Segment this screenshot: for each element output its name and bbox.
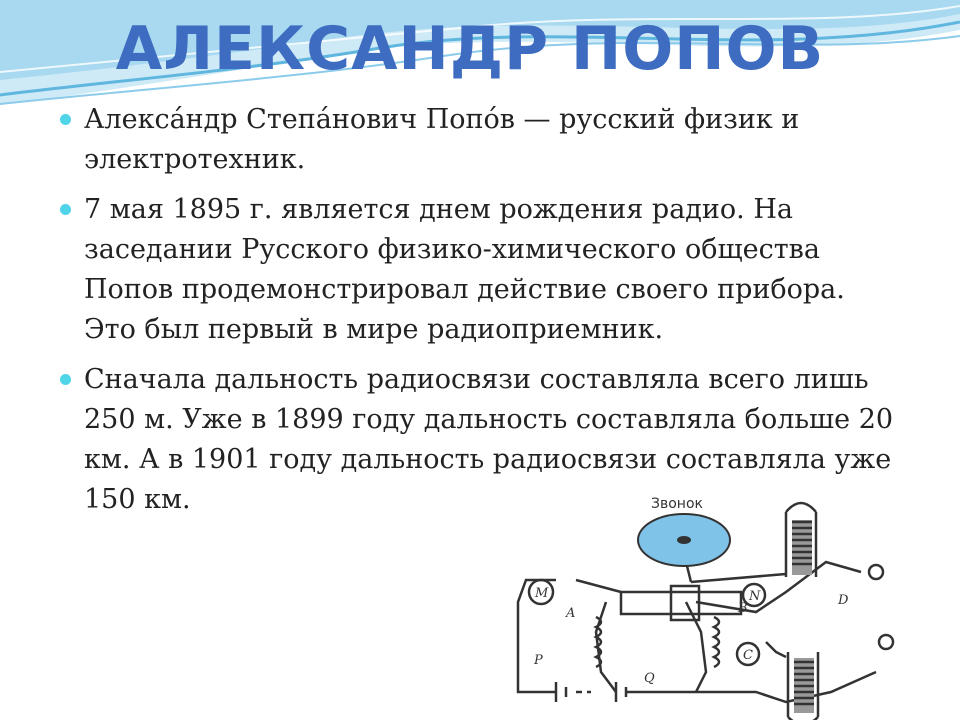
slide-title: АЛЕКСАНДР ПОПОВ [115, 14, 825, 84]
diagram-label-n: N [749, 589, 761, 604]
diagram-label-c: C [743, 648, 753, 663]
bullet-dot-icon [60, 374, 71, 385]
diagram-label-m: M [535, 586, 549, 601]
diagram-label-q: Q [644, 671, 655, 686]
bullet-text: 7 мая 1895 г. является днем рождения радио. На заседании Русского физико-химического общества Попов продемонстрировал действие своего прибора. Это был первый в мире радиоприемник. [84, 194, 845, 345]
bullet-text: Алекса́ндр Степа́нович Попо́в — русский физик и электротехник. [84, 104, 800, 175]
diagram-label-d: D [838, 593, 849, 608]
radio-receiver-diagram [456, 492, 906, 720]
diagram-label-b: B [738, 601, 748, 616]
diagram-label-bell: Звонок [651, 496, 703, 512]
bullet-list [58, 100, 898, 530]
diagram-label-a: A [566, 606, 576, 621]
bullet-item [58, 100, 898, 180]
bullet-dot-icon [60, 114, 71, 125]
bullet-text: Сначала дальность радиосвязи составляла всего лишь 250 м. Уже в 1899 году дальность составляла больше 20 км. А в 1901 году дальность радиосвязи составляла уже 150 км. [84, 364, 894, 515]
diagram-label-p: P [534, 653, 543, 668]
bullet-dot-icon [60, 204, 71, 215]
bullet-item [58, 190, 898, 350]
